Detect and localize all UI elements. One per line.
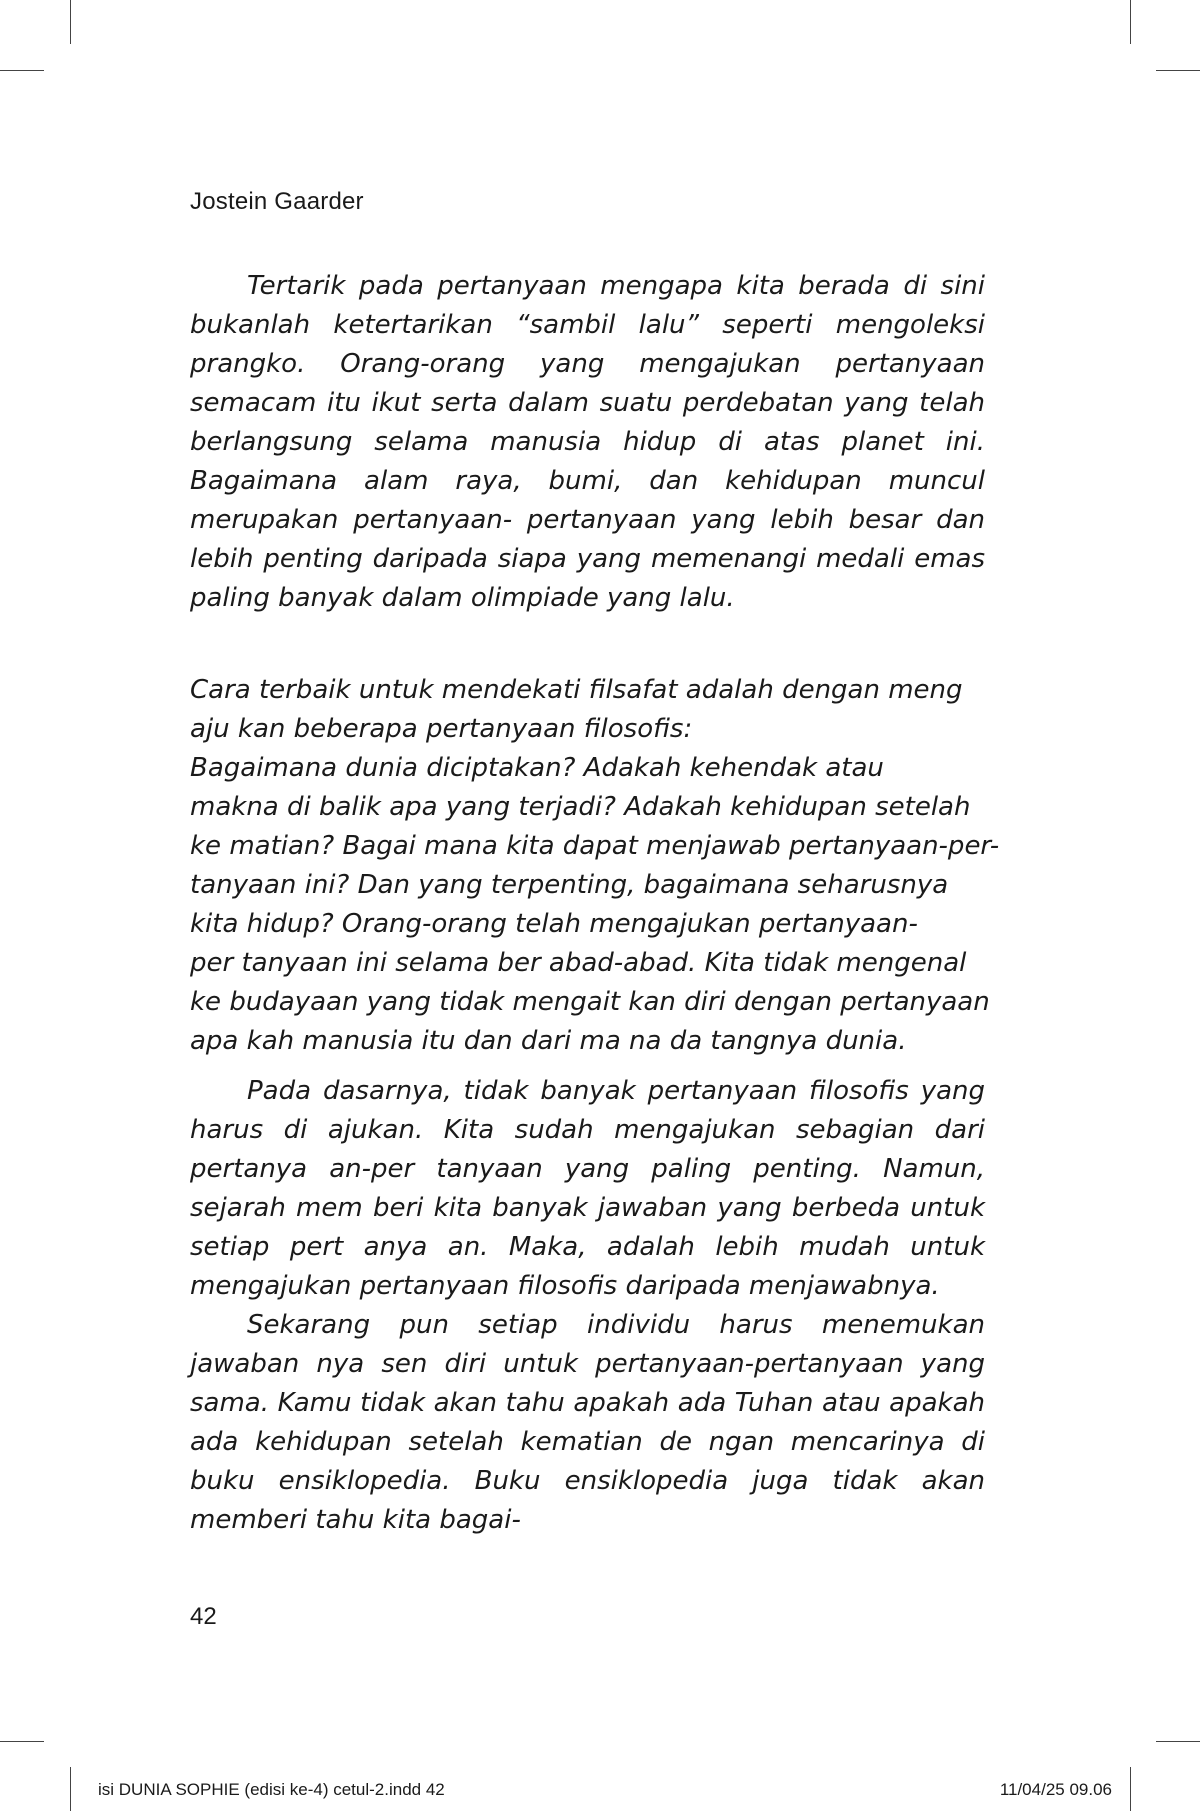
text-line: ke budayaan yang tidak mengait kan diri dengan pertanyaan [190, 987, 990, 1017]
text-line: Bagaimana dunia diciptakan? Adakah kehendak atau [190, 753, 884, 783]
text-line: ke matian? Bagai mana kita dapat menjawab pertanyaan-per- [190, 831, 1000, 861]
crop-mark-top-right-h [1156, 70, 1200, 71]
crop-mark-top-left-h [0, 70, 44, 71]
text-line: tanyaan ini? Dan yang terpenting, bagaimana seharusnya [190, 870, 949, 900]
paragraph-4: Sekarang pun setiap individu harus menemukan jawaban nya sen diri untuk pertanyaan-pertanyaan yang sama. Kamu tidak akan tahu apakah ada Tuhan atau apakah ada kehidupan setelah kematian de ngan mencarinya di buku ensiklopedia. Buku ensiklopedia juga tidak akan memberi tahu kita bagai- [190, 1310, 985, 1535]
page-number: 42 [190, 1603, 217, 1630]
text-line: kita hidup? Orang-orang telah mengajukan pertanyaan- [190, 909, 918, 939]
crop-mark-bottom-left-h [0, 1741, 44, 1742]
text-line: Cara terbaik untuk mendekati filsafat adalah dengan meng [190, 675, 963, 705]
crop-mark-top-right [1130, 0, 1131, 44]
slug-timestamp: 11/04/25 09.06 [999, 1780, 1112, 1799]
text-line: per tanyaan ini selama ber abad-abad. Kita tidak mengenal [190, 948, 967, 978]
text-line: aju kan beberapa pertanyaan filosofis: [190, 714, 693, 744]
text-line: apa kah manusia itu dan dari ma na da tangnya dunia. [190, 1026, 907, 1056]
paragraph-3: Pada dasarnya, tidak banyak pertanyaan filosofis yang harus di ajukan. Kita sudah mengajukan sebagian dari pertanya an-per tanyaan yang paling penting. Namun, sejarah mem beri kita banyak jawaban yang berbeda untuk setiap pert anya an. Maka, adalah lebih mudah untuk mengajukan pertanyaan filosofis daripada menjawabnya. [190, 1076, 985, 1301]
text-line: makna di balik apa yang terjadi? Adakah kehidupan setelah [190, 792, 971, 822]
body-block-1 [190, 267, 985, 618]
crop-mark-bottom-left [70, 1767, 71, 1811]
body-block-2 [190, 671, 1000, 1061]
slug-filename: isi DUNIA SOPHIE (edisi ke-4) cetul-2.indd 42 [98, 1780, 445, 1799]
crop-mark-top-left [70, 0, 71, 44]
crop-mark-bottom-right [1130, 1767, 1131, 1811]
running-head: Jostein Gaarder [190, 188, 364, 215]
paragraph-1: Tertarik pada pertanyaan mengapa kita berada di sini bukanlah ketertarikan “sambil lalu” seperti mengoleksi prangko. Orang-orang yang mengajukan pertanyaan semacam itu ikut serta dalam suatu perdebatan yang telah berlangsung selama manusia hidup di atas planet ini. Bagaimana alam raya, bumi, dan kehidupan muncul merupakan pertanyaan- pertanyaan yang lebih besar dan lebih penting daripada siapa yang memenangi medali emas paling banyak dalam olimpiade yang lalu. [190, 271, 985, 613]
crop-mark-bottom-right-h [1156, 1741, 1200, 1742]
body-block-3 [190, 1072, 985, 1540]
